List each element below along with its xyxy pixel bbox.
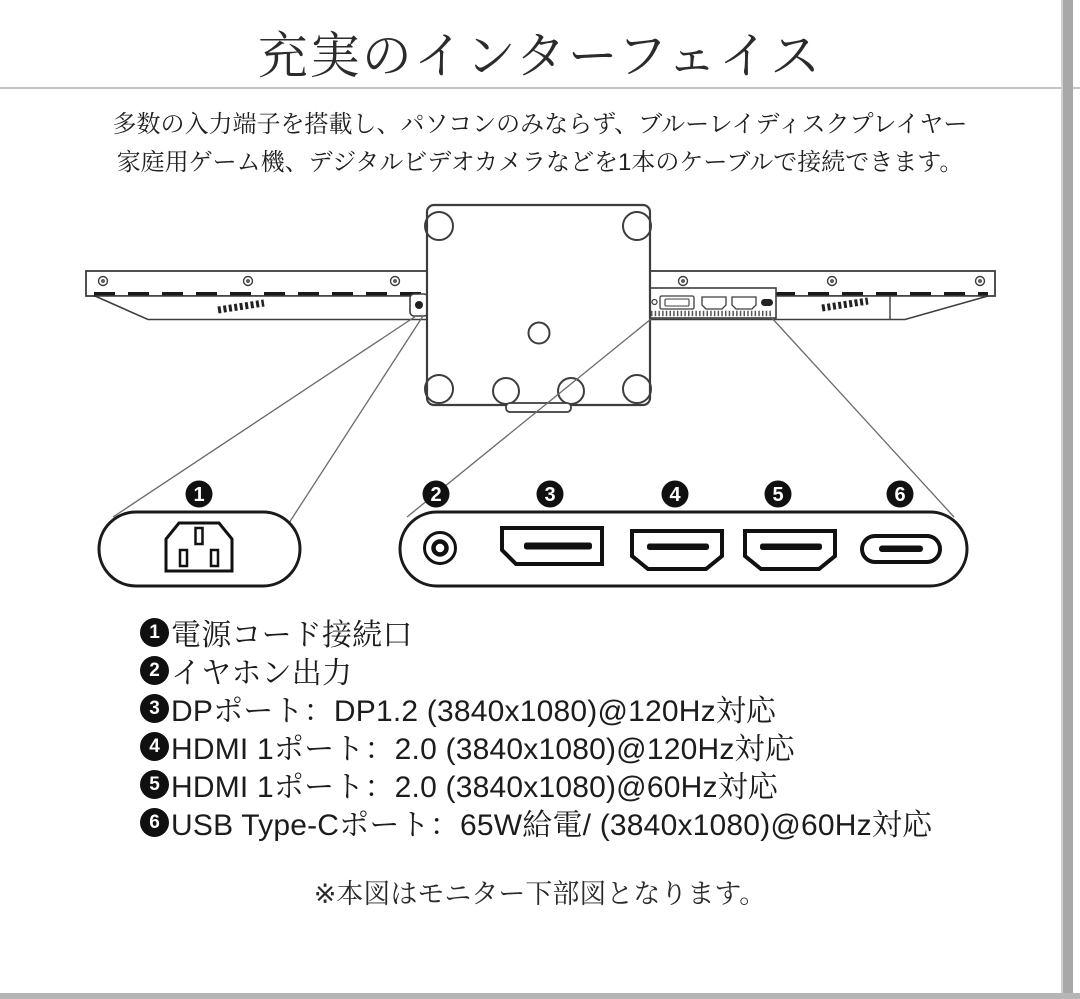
legend-badge-1: 1 [140, 618, 169, 647]
legend-text-6: USB Type-Cポート：65W給電/ (3840x1080)@60Hz対応 [171, 809, 933, 842]
legend-item-hdmi-1 [140, 731, 932, 766]
page-title: 充実のインターフェイス [257, 28, 823, 84]
legend-text-3: DPポート：DP1.2 (3840x1080)@120Hz対応 [171, 695, 777, 728]
callout-line [289, 316, 423, 523]
legend-badge-3: 3 [140, 694, 169, 723]
power-inlet-on-bar [410, 294, 428, 316]
legend-item-usb-c [140, 807, 933, 842]
description-line-1: 多数の入力端子を搭載し、パソコンのみならず、ブルーレイディスクプレイヤー [112, 111, 968, 138]
callout-line [771, 317, 954, 517]
legend-badge-4: 4 [140, 732, 169, 761]
description [0, 106, 1080, 182]
right-edge-bar [1061, 0, 1073, 999]
legend-text-2: イヤホン出力 [171, 657, 353, 690]
badge-1: 1 [193, 484, 205, 506]
legend-item-dp [140, 693, 932, 728]
legend-text-1: 電源コード接続口 [171, 619, 413, 652]
monitor-rear-diagram [0, 195, 1080, 615]
badge-6: 6 [894, 484, 906, 506]
legend-badge-5: 5 [140, 770, 169, 799]
bottom-edge-bar [0, 993, 1080, 999]
badge-2: 2 [430, 484, 442, 506]
description-line-2: 家庭用ゲーム機、デジタルビデオカメラなどを1本のケーブルで接続できます。 [116, 149, 964, 176]
legend-item-hdmi-2 [140, 769, 932, 804]
legend-item-power [140, 617, 932, 652]
power-callout-panel [99, 512, 300, 586]
port-legend [140, 617, 932, 845]
interface-diagram [0, 195, 1080, 615]
footer-note: ※本図はモニター下部図となります。 [313, 879, 767, 909]
legend-badge-2: 2 [140, 656, 169, 685]
callout-line [113, 316, 416, 517]
vesa-plate [425, 205, 651, 412]
ports-callout-panel [400, 512, 967, 586]
port-strip [648, 288, 776, 318]
legend-item-earphone [140, 655, 932, 690]
badge-4: 4 [669, 484, 681, 506]
legend-text-4: HDMI 1ポート：2.0 (3840x1080)@120Hz対応 [171, 733, 795, 766]
title-separator [0, 87, 1080, 89]
badge-3: 3 [544, 484, 556, 506]
badge-5: 5 [772, 484, 784, 506]
mini-usb-c-icon [761, 299, 773, 306]
diagram-number-badges [186, 481, 914, 508]
legend-badge-6: 6 [140, 808, 169, 837]
legend-text-5: HDMI 1ポート：2.0 (3840x1080)@60Hz対応 [171, 771, 779, 804]
